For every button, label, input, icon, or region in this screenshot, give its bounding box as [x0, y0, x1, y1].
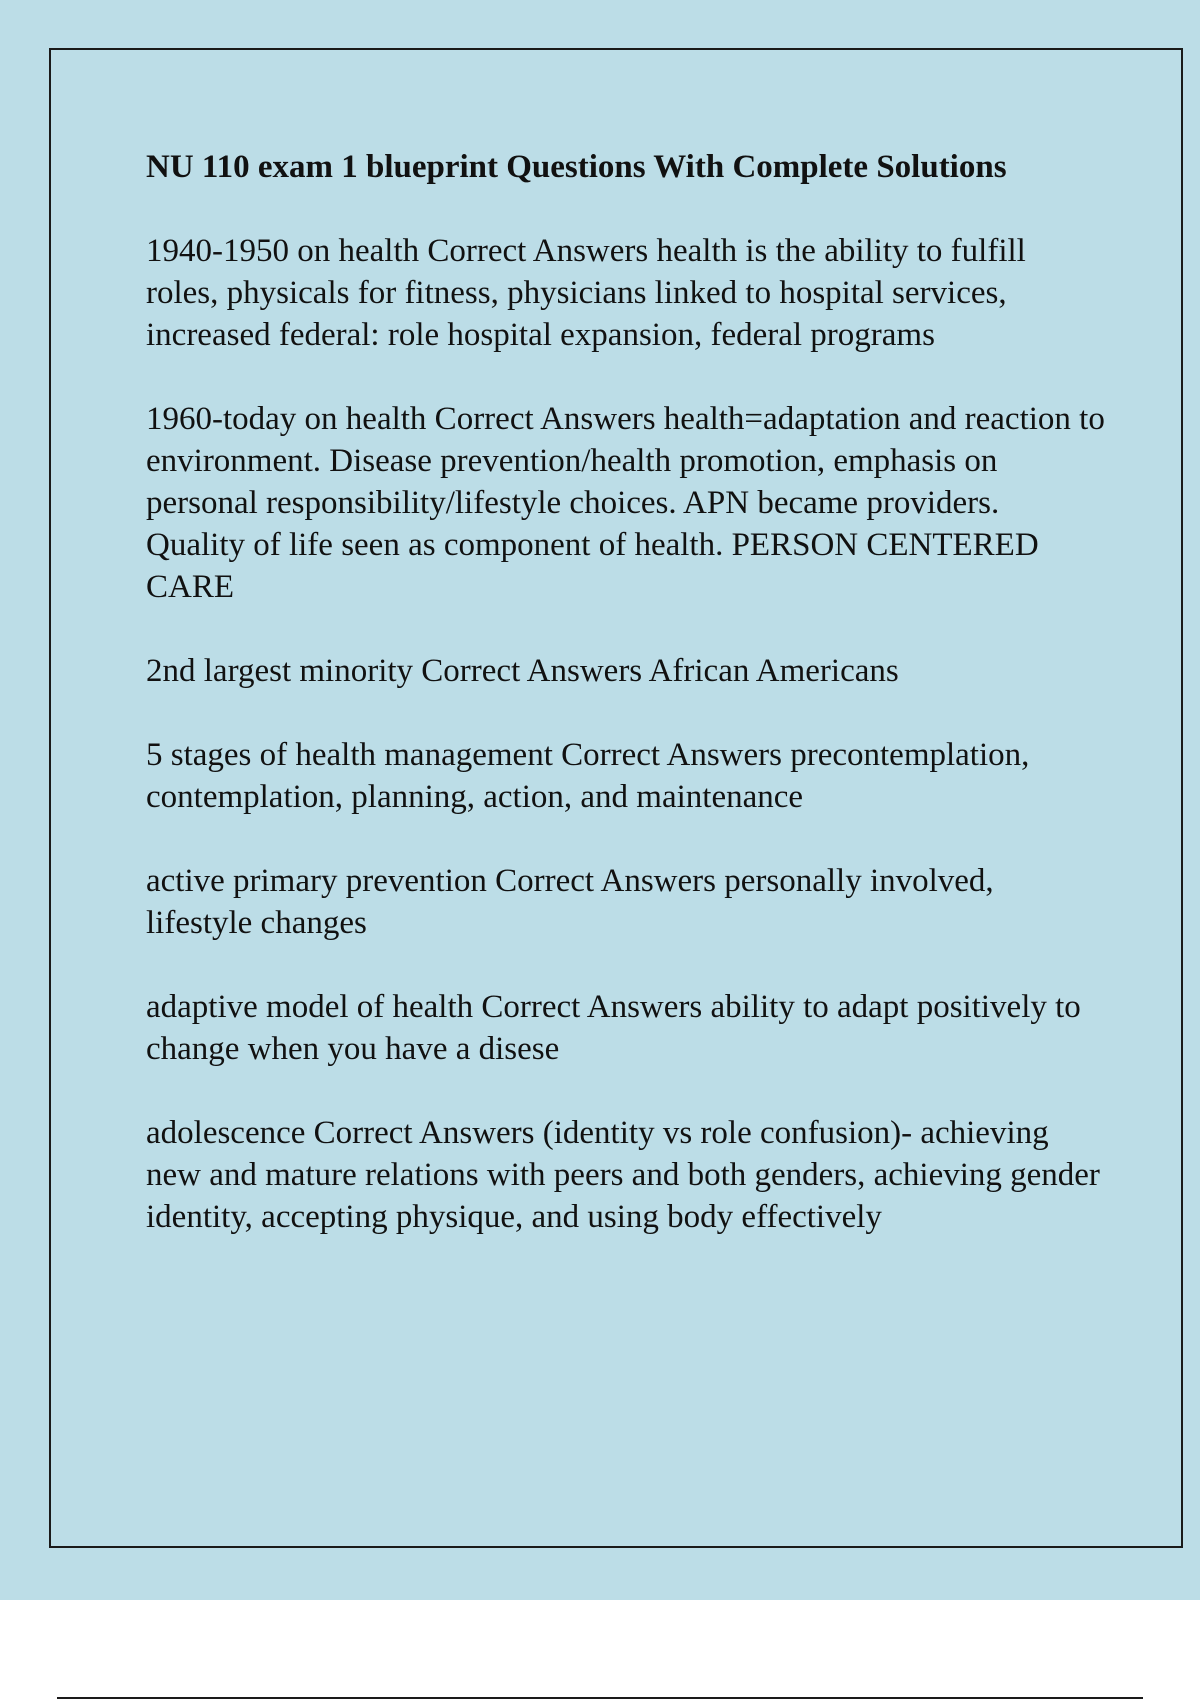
bottom-rule — [57, 1697, 1143, 1699]
qa-item: 2nd largest minority Correct Answers African Americans — [146, 653, 899, 689]
document-content — [146, 146, 1106, 1280]
qa-item: 5 stages of health management Correct Answers precontemplation, contemplation, planning, action, and maintenance — [146, 737, 1030, 815]
document-title: NU 110 exam 1 blueprint Questions With Complete Solutions — [146, 149, 1007, 185]
qa-item: 1940-1950 on health Correct Answers health is the ability to fulfill roles, physicals for fitness, physicians linked to hospital services, increased federal: role hospital expansion, federal programs — [146, 233, 1026, 353]
qa-item: 1960-today on health Correct Answers health=adaptation and reaction to environment. Disease prevention/health promotion, emphasis on personal responsibility/lifestyle choices. APN became providers. Quality of life seen as component of health. PERSON CENTERED CARE — [146, 401, 1105, 605]
qa-item: active primary prevention Correct Answers personally involved, lifestyle changes — [146, 863, 994, 941]
qa-item: adolescence Correct Answers (identity vs role confusion)- achieving new and mature relations with peers and both genders, achieving gender identity, accepting physique, and using body effectively — [146, 1115, 1100, 1235]
qa-item: adaptive model of health Correct Answers ability to adapt positively to change when you have a disese — [146, 989, 1081, 1067]
